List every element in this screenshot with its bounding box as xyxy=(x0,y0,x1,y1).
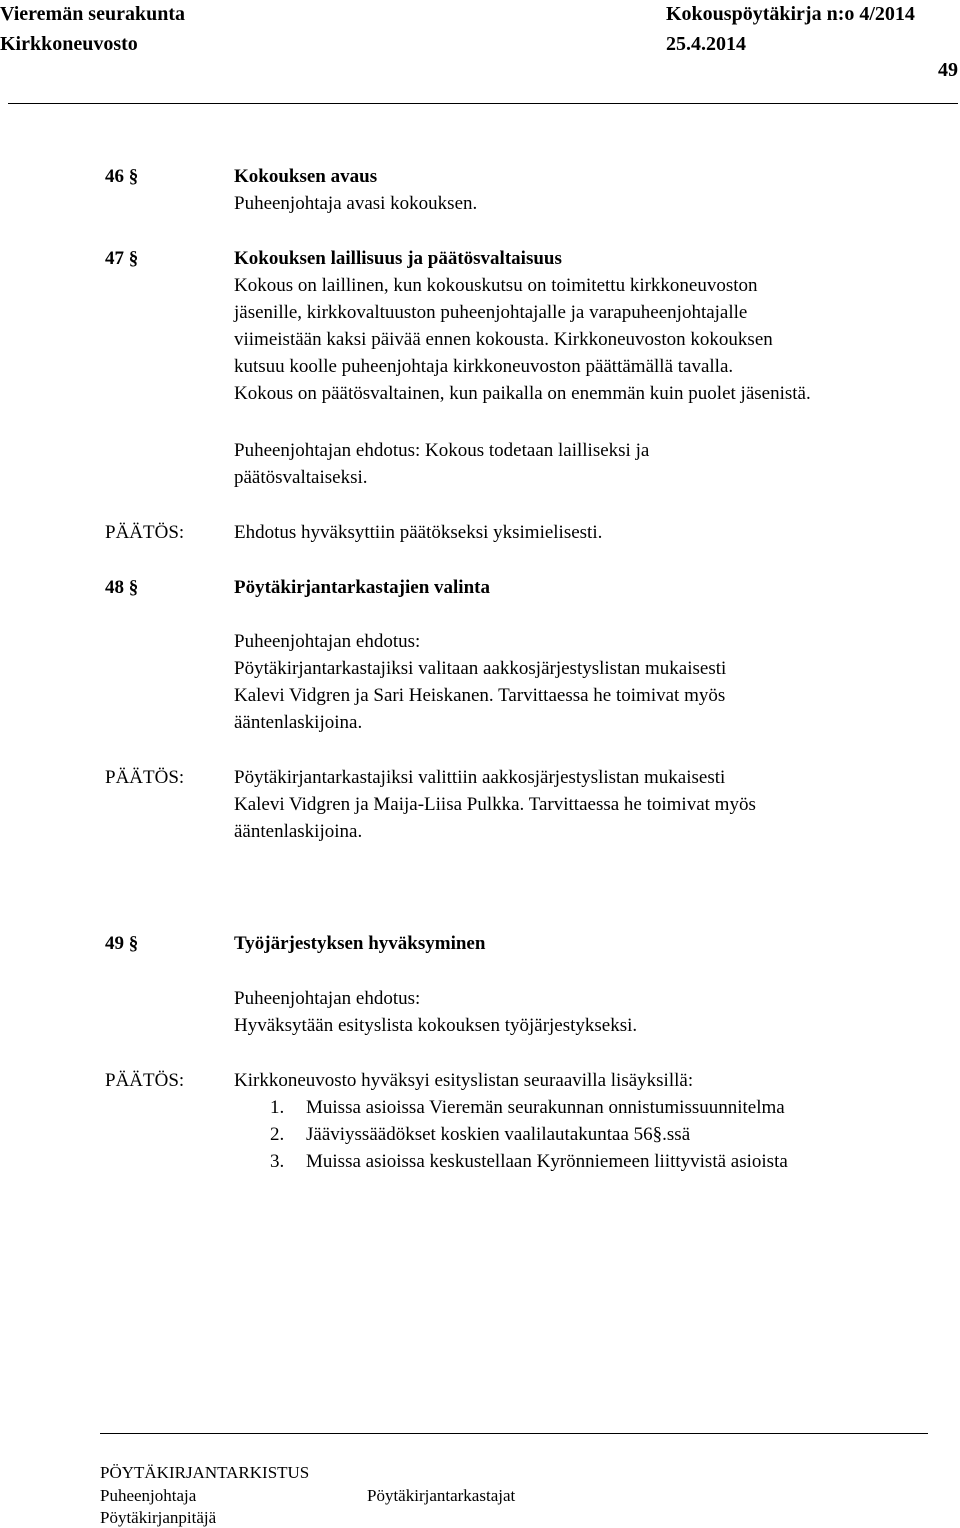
section-46-content xyxy=(234,163,934,217)
decision-list xyxy=(270,1094,788,1175)
decision-text: Ehdotus hyväksyttiin päätökseksi yksimielisesti. xyxy=(234,522,603,543)
paragraph-line: jäsenille, kirkkovaltuuston puheenjohtajalle ja varapuheenjohtajalle xyxy=(234,302,748,323)
list-item-number: 3. xyxy=(270,1151,285,1172)
section-47-content xyxy=(234,245,934,407)
section-title: Kokouksen laillisuus ja päätösvaltaisuus xyxy=(234,248,562,269)
section-number: 48 § xyxy=(105,577,139,598)
proposal-label: Puheenjohtajan ehdotus: xyxy=(234,988,421,1009)
decision-label: PÄÄTÖS: xyxy=(105,522,185,543)
page-number: 49 xyxy=(938,59,958,81)
decision-text: ääntenlaskijoina. xyxy=(234,821,363,842)
decision-text: Pöytäkirjantarkastajiksi valittiin aakkosjärjestyslistan mukaisesti xyxy=(234,767,726,788)
proposal-text: päätösvaltaiseksi. xyxy=(234,467,368,488)
section-title: Työjärjestyksen hyväksyminen xyxy=(234,933,486,954)
section-48-proposal xyxy=(234,628,934,736)
section-number: 49 § xyxy=(105,933,139,954)
decision-label: PÄÄTÖS: xyxy=(105,767,185,788)
list-item-text: Muissa asioissa Vieremän seurakunnan onnistumissuunnitelma xyxy=(306,1097,785,1118)
footer-chair: Puheenjohtaja xyxy=(100,1486,197,1505)
footer-checkers: Pöytäkirjantarkastajat xyxy=(367,1486,516,1505)
footer-divider xyxy=(100,1433,928,1434)
section-number: 46 § xyxy=(105,166,139,187)
section-title: Pöytäkirjantarkastajien valinta xyxy=(234,577,490,598)
section-number: 47 § xyxy=(105,248,139,269)
proposal-text: Hyväksytään esityslista kokouksen työjärjestykseksi. xyxy=(234,1015,638,1036)
section-symbol-icon: § xyxy=(652,1124,663,1145)
proposal-label: Puheenjohtajan ehdotus: xyxy=(234,631,421,652)
section-symbol-icon: § xyxy=(128,577,139,598)
section-symbol-icon: § xyxy=(128,166,139,187)
section-47-decision xyxy=(234,519,934,546)
list-item-text: Jääviyssäädökset koskien vaalilautakuntaa 56 xyxy=(306,1124,653,1145)
list-item xyxy=(270,1148,788,1175)
section-symbol-icon: § xyxy=(128,248,139,269)
proposal-label: Puheenjohtajan ehdotus: xyxy=(234,440,421,461)
section-48-title xyxy=(234,574,934,601)
header-divider xyxy=(8,103,958,104)
paragraph-line: Kokous on laillinen, kun kokouskutsu on toimitettu kirkkoneuvoston xyxy=(234,275,758,296)
list-item-number: 1. xyxy=(270,1097,285,1118)
decision-label: PÄÄTÖS: xyxy=(105,1070,185,1091)
section-47-proposal xyxy=(234,437,934,491)
list-item-text: Muissa asioissa keskustellaan Kyrönniemeen liittyvistä asioista xyxy=(306,1151,788,1172)
list-item xyxy=(270,1094,788,1121)
proposal-text: Pöytäkirjantarkastajiksi valitaan aakkosjärjestyslistan mukaisesti xyxy=(234,658,727,679)
decision-text: Kalevi Vidgren ja Maija-Liisa Pulkka. Tarvittaessa he toimivat myös xyxy=(234,794,756,815)
list-item xyxy=(270,1121,788,1148)
header-body-name: Kirkkoneuvosto xyxy=(0,33,138,55)
paragraph-line: Puheenjohtaja avasi kokouksen. xyxy=(234,193,478,214)
section-48-decision xyxy=(234,764,934,845)
section-49-title xyxy=(234,930,934,957)
proposal-text: ääntenlaskijoina. xyxy=(234,712,363,733)
section-symbol-icon: § xyxy=(128,933,139,954)
list-item-suffix: .ssä xyxy=(662,1124,691,1145)
footer-heading: PÖYTÄKIRJANTARKISTUS xyxy=(100,1463,310,1482)
proposal-text: Kokous todetaan lailliseksi ja xyxy=(425,440,650,461)
header-organization: Vieremän seurakunta xyxy=(0,3,185,25)
section-title: Kokouksen avaus xyxy=(234,166,378,187)
list-item-number: 2. xyxy=(270,1124,285,1145)
decision-text: Kirkkoneuvosto hyväksyi esityslistan seuraavilla lisäyksillä: xyxy=(234,1070,694,1091)
header-date: 25.4.2014 xyxy=(666,33,746,55)
paragraph-line: Kokous on päätösvaltainen, kun paikalla on enemmän kuin puolet jäsenistä. xyxy=(234,383,811,404)
footer-secretary: Pöytäkirjanpitäjä xyxy=(100,1508,217,1527)
paragraph-line: viimeistään kaksi päivää ennen kokousta. Kirkkoneuvoston kokouksen xyxy=(234,329,773,350)
proposal-text: Kalevi Vidgren ja Sari Heiskanen. Tarvittaessa he toimivat myös xyxy=(234,685,726,706)
section-49-proposal xyxy=(234,985,934,1039)
section-49-decision xyxy=(234,1067,934,1094)
paragraph-line: kutsuu koolle puheenjohtaja kirkkoneuvoston päättämällä tavalla. xyxy=(234,356,734,377)
header-document-title: Kokouspöytäkirja n:o 4/2014 xyxy=(666,3,915,25)
